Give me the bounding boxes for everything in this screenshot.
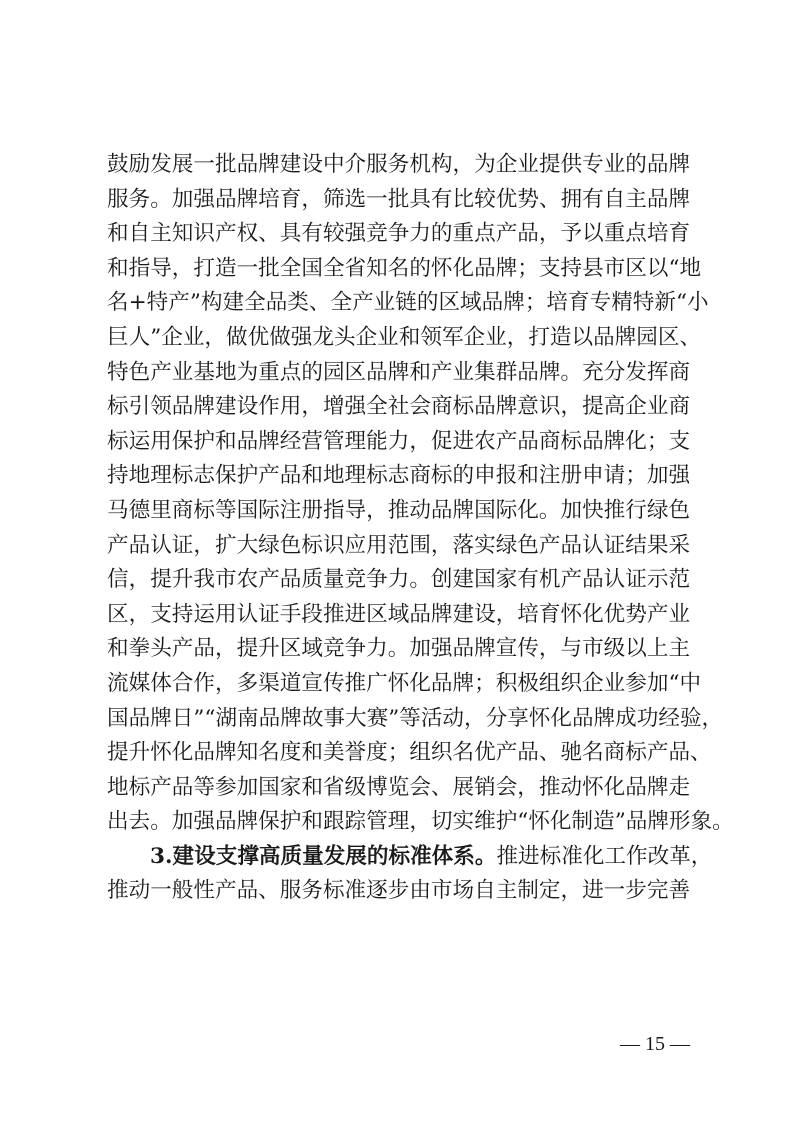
paragraph-line: 标引领品牌建设作用，增强全社会商标品牌意识，提高企业商 bbox=[107, 394, 691, 420]
paragraph-line: 国品牌日”“湖南品牌故事大赛”等活动，分享怀化品牌成功经验， bbox=[107, 705, 724, 731]
page-number: — 15 — bbox=[620, 1033, 690, 1055]
paragraph-line: 标运用保护和品牌经营管理能力，促进农产品商标品牌化；支 bbox=[107, 428, 691, 454]
paragraph-line: 出去。加强品牌保护和跟踪管理，切实维护“怀化制造”品牌形象。 bbox=[107, 809, 734, 835]
paragraph-line: 和指导，打造一批全国全省知名的怀化品牌；支持县市区以“地 bbox=[107, 255, 702, 281]
paragraph-line: 马德里商标等国际注册指导，推动品牌国际化。加快推行绿色 bbox=[107, 497, 691, 523]
document-body bbox=[107, 148, 734, 909]
paragraph-line: 鼓励发展一批品牌建设中介服务机构，为企业提供专业的品牌 bbox=[107, 152, 691, 177]
paragraph-line: 巨人”企业，做优做强龙头企业和领军企业，打造以品牌园区、 bbox=[107, 324, 702, 350]
paragraph-line: 名+特产”构建全品类、全产业链的区域品牌；培育专精特新“小 bbox=[107, 290, 709, 316]
paragraph-line: 流媒体合作，多渠道宣传推广怀化品牌；积极组织企业参加“中 bbox=[107, 670, 702, 696]
paragraph-line: 和拳头产品，提升区域竞争力。加强品牌宣传，与市级以上主 bbox=[107, 636, 691, 662]
paragraph-line: 推动一般性产品、服务标准逐步由市场自主制定，进一步完善 bbox=[107, 878, 691, 904]
paragraph-line: 信，提升我市农产品质量竞争力。创建国家有机产品认证示范 bbox=[107, 567, 691, 593]
paragraph-line: 产品认证，扩大绿色标识应用范围，落实绿色产品认证结果采 bbox=[107, 532, 691, 558]
paragraph-line: 提升怀化品牌知名度和美誉度；组织名优产品、驰名商标产品、 bbox=[107, 740, 712, 766]
section-heading-line bbox=[107, 840, 713, 875]
section-heading: 3.建设支撑高质量发展的标准体系。 bbox=[150, 843, 497, 869]
section-heading-text: 推进标准化工作改革， bbox=[496, 843, 713, 869]
paragraph-line: 持地理标志保护产品和地理标志商标的申报和注册申请；加强 bbox=[107, 463, 691, 489]
paragraph-line: 地标产品等参加国家和省级博览会、展销会，推动怀化品牌走 bbox=[107, 774, 691, 800]
paragraph-line: 区，支持运用认证手段推进区域品牌建设，培育怀化优势产业 bbox=[107, 601, 691, 627]
paragraph-line: 服务。加强品牌培育，筛选一批具有比较优势、拥有自主品牌 bbox=[107, 186, 691, 212]
paragraph-line: 特色产业基地为重点的园区品牌和产业集群品牌。充分发挥商 bbox=[107, 359, 691, 385]
paragraph-line: 和自主知识产权、具有较强竞争力的重点产品，予以重点培育 bbox=[107, 221, 691, 247]
